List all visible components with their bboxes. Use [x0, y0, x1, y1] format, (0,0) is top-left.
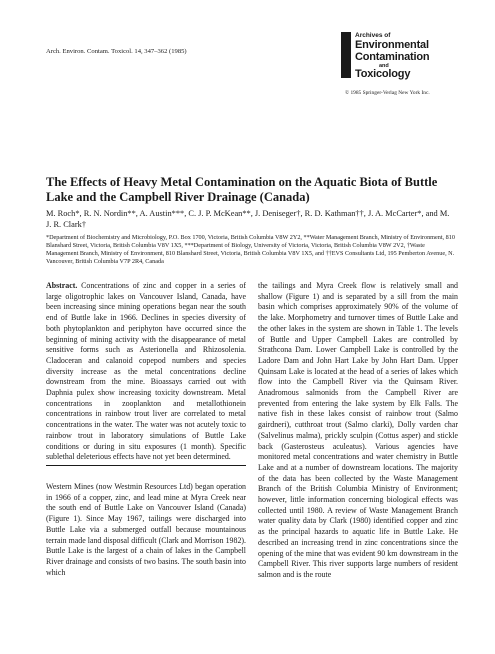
article-title: The Effects of Heavy Metal Contamination on the Aquatic Biota of Buttle Lake and the Campbell River Drainage (Canada)	[46, 175, 438, 204]
section-divider	[46, 465, 246, 466]
abstract	[46, 281, 246, 463]
journal-logo	[339, 30, 451, 90]
logo-line-3: Contamination	[355, 51, 430, 63]
intro-paragraph: Western Mines (now Westmin Resources Ltd) began operation in 1966 of a copper, zinc, and lead mine at Myra Creek near the south end of Buttle Lake on Vancouver Island (Canada) (Figure 1). Since May 1967, tailings were discharged into Buttle Lake via a submerged outfall because mountainous terrain made land disposal difficult (Clark and Morrison 1982). Buttle Lake is the largest of a chain of lakes in the Campbell River drainage and consists of two basins. The south basin into which	[46, 482, 246, 577]
abstract-label: Abstract.	[46, 281, 78, 290]
right-column-text: the tailings and Myra Creek flow is relatively small and shallow (Figure 1) and is separated by a sill from the main basin which comprises approximately 90% of the volume of the lake. Morphometry and turnover times of Buttle Lake and the other lakes in the system are shown in Table 1. The levels of Buttle and Upper Campbell Lakes are controlled by Strathcona Dam. Lower Campbell Lake is controlled by the Ladore Dam and John Hart Lake by John Hart Dam. Upper Quinsam Lake is located at the head of a series of lakes which flow into the Campbell River via the Quinsam River. Anadromous salmonids from the Campbell River are prevented from entering the lake system by Elk Falls. The native fish in these lakes consist of rainbow trout (Salmo gairdneri), cutthroat trout (Salmo clarki), Dolly varden char (Salvelinus malma), prickly sculpin (Cottus asper) and stickle back (Gasterosteus aculeatus). Various agencies have monitored metal concentrations and water chemistry in Buttle Lake and at a number of downstream locations. The majority of the data has been collected by the Waste Management Branch of the British Columbia Ministry of Environment; however, little information concerning biological effects was collected until 1980. A review of Waste Management Branch water quality data by Clark (1980) identified copper and zinc as the principal hazards to aquatic life in Buttle Lake. He described an increasing trend in zinc concentrations since the opening of the mine that was evident 90 km downstream in the Campbell River. This river supports large numbers of resident salmon and is the route	[258, 281, 458, 579]
logo-bar	[341, 32, 351, 78]
logo-line-4: and	[379, 63, 389, 69]
copyright-notice: © 1985 Springer-Verlag New York Inc.	[345, 90, 430, 96]
abstract-text: Concentrations of zinc and copper in a series of large oligotrophic lakes on Vancouver Island, Canada, have been increasing since mining operations began near the south end of Buttle lake in 1966. Declines in species diversity of both phytoplankton and periphyton have occurred since the beginning of mining activity with the disappearance of metal sensitive forms such as Asterionella and Rhizosolenia. Cladoceran and calanoid copepod numbers and species diversity increase as the metal concentrations decline downstream from the mine. Bioassays carried out with Daphnia pulex show increasing toxicity downstream. Metal concentrations in zooplankton and metallothionein concentrations in rainbow trout liver are correlated to metal concentrations in the water. The water was not acutely toxic to rainbow trout in laboratory simulations of Buttle Lake conditions or during in situ exposures (1 month). Specific sublethal deleterious effects have not yet been determined.	[46, 281, 246, 462]
journal-citation: Arch. Environ. Contam. Toxicol. 14, 347–362 (1985)	[46, 48, 187, 55]
affiliations: *Department of Biochemistry and Microbiology, P.O. Box 1700, Victoria, British Columbia V8W 2Y2, **Water Management Branch, Ministry of Environment, 810 Blanshard Street, Victoria, British Columbia V8V 1X5, ***Department of Biology, University of Victoria, Victoria, British Columbia V8W 2V2, †Waste Management Branch, Ministry of Environment, 810 Blanshard Street, Victoria, British Columbia V8V 1X5, and ††EVS Consultants Ltd, 195 Pemberton Avenue, N. Vancouver, British Columbia V7P 2R4, Canada	[46, 234, 455, 265]
author-list: M. Roch*, R. N. Nordin**, A. Austin***, C. J. P. McKean**, J. Deniseger†, R. D. Kathman††, J. A. McCarter*, and M. J. R. Clark†	[46, 209, 450, 229]
introduction	[46, 482, 246, 578]
logo-line-1: Archives of	[355, 32, 391, 39]
logo-line-5: Toxicology	[355, 68, 411, 80]
logo-line-2: Environmental	[355, 39, 429, 51]
right-column	[258, 281, 458, 581]
